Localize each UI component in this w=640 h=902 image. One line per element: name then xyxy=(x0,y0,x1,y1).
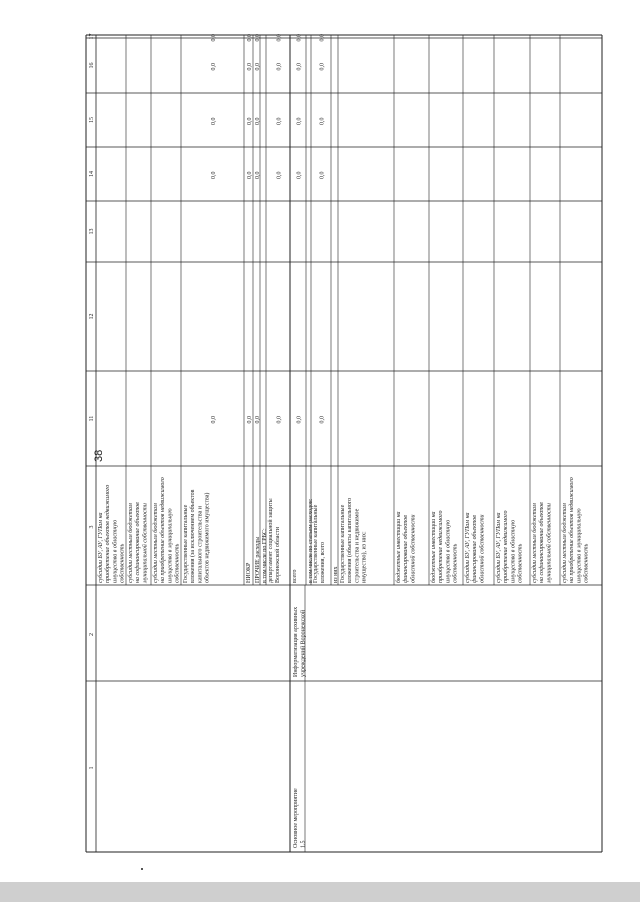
value-cell-c16: 0,0 xyxy=(296,63,303,71)
column-header-1: 1 xyxy=(89,766,95,770)
row-label-line: имущества в областную xyxy=(112,519,119,583)
column-header-2: 2 xyxy=(89,633,95,636)
row-label-line: строительства и недвижимое xyxy=(354,508,361,583)
value-cell-c15: 0,0 xyxy=(247,117,253,125)
row-label-line: финансирование объектов xyxy=(403,515,410,583)
row-label-line: Государственные капитальные xyxy=(183,504,189,583)
row-label-line: субсидии местным бюджетам xyxy=(532,503,538,583)
value-cell-c17: 0,0 xyxy=(276,34,283,42)
row-label-line: областной собственности xyxy=(410,514,417,583)
value-cell-c11: 0,0 xyxy=(319,416,326,424)
value-cell-c15: 0,0 xyxy=(296,117,303,125)
column-header-11: 11 xyxy=(89,415,95,422)
row-label-line: ПРОЧИЕ расходы xyxy=(255,536,261,583)
row-label-line: вложения (за исключением объектов xyxy=(190,489,197,583)
row-label-line: департамент социальной защиты xyxy=(268,498,274,583)
row-label-line: приобретение объектов недвижимого xyxy=(105,484,112,583)
event-col1-line: 1.5 xyxy=(300,840,307,848)
row-label-line: имущества в областную xyxy=(445,519,452,583)
row-label-line: капитального строительства и xyxy=(197,506,204,583)
row-label-line: имущества в муниципальную xyxy=(167,508,174,583)
value-cell-c11: 0,0 xyxy=(247,416,253,424)
row-label-line: муниципальной собственности xyxy=(142,503,149,583)
row-label-line: муниципальной собственности xyxy=(546,503,553,583)
row-label-line: приобретение недвижимого xyxy=(438,510,445,583)
viewer-bottom-bar xyxy=(0,882,640,902)
row-label-line: бюджетные инвестиции на xyxy=(396,511,402,583)
value-cell-c15: 0,0 xyxy=(211,117,217,125)
row-label-line: субсидии местным бюджетам xyxy=(128,503,134,583)
row-label-line: имущества в муниципальную xyxy=(576,508,583,583)
value-cell-c15: 0,0 xyxy=(276,117,283,125)
column-header-16: 16 xyxy=(89,62,95,69)
page-number: 38 xyxy=(93,449,105,462)
event-col1-line: Основное мероприятие xyxy=(293,788,299,848)
row-label-line: областной собственности xyxy=(479,514,486,583)
value-cell-c15: 0,0 xyxy=(255,117,261,125)
column-header-15: 15 xyxy=(89,117,95,123)
row-label-line: собственность xyxy=(517,543,524,583)
value-cell-c11: 0,0 xyxy=(255,416,261,424)
row-label-line: в том числе по статьям расходов: xyxy=(308,498,314,583)
value-cell-c14: 0,0 xyxy=(296,171,303,179)
row-label-line: субсидии БУ, АУ, ГУПам на xyxy=(98,512,104,583)
value-cell-c16: 0,0 xyxy=(276,63,283,71)
row-label-line: имущества в областную xyxy=(510,519,517,583)
row-label-line: Государственные капитальные xyxy=(340,504,346,583)
value-cell-c17: 0,0 xyxy=(296,34,303,42)
row-label-line: всего xyxy=(292,569,298,583)
column-header-3: 3 xyxy=(89,525,95,529)
column-header-14: 14 xyxy=(89,171,95,177)
row-label-line: собственность xyxy=(452,543,459,583)
column-header-13: 13 xyxy=(89,228,95,235)
value-cell-c17: 0,0 xyxy=(247,34,253,42)
row-label-line: субсидии местным бюджетам xyxy=(562,503,568,583)
row-label-line: на приобретение объектов недвижимого xyxy=(160,477,167,583)
row-label-line: бюджетные инвестиции на xyxy=(431,511,437,583)
value-cell-c14: 0,0 xyxy=(319,171,326,179)
row-label-line: НИОКР xyxy=(246,562,252,583)
value-cell-c16: 0,0 xyxy=(319,63,326,71)
row-label-line: собственность xyxy=(583,543,590,583)
row-label-line: субсидии БУ, АУ, ГУПам на xyxy=(496,512,502,583)
row-label-line: собственность xyxy=(174,543,181,583)
row-label-line: имущество), из них: xyxy=(361,531,368,583)
row-label-line: на приобретение объектов недвижимого xyxy=(569,477,576,583)
value-cell-c14: 0,0 xyxy=(276,171,283,179)
value-cell-c16: 0,0 xyxy=(247,63,253,71)
row-label-line: Воронежской области xyxy=(275,527,282,583)
row-label-line: объектов недвижимого имущества) xyxy=(204,492,211,583)
row-label-line: финансирование объектов xyxy=(472,515,479,583)
value-cell-c11: 0,0 xyxy=(276,416,283,424)
value-cell-c15: 0,0 xyxy=(319,117,326,125)
row-label-line: вложения (объекты капитального xyxy=(347,497,354,583)
value-cell-c14: 0,0 xyxy=(247,171,253,179)
row-label-line: субсидии БУ, АУ, ГУПам на xyxy=(465,512,471,583)
event-col2-line: Информатизация архивных xyxy=(293,606,299,677)
row-label-line: приобретение недвижимого xyxy=(503,510,510,583)
row-label-line: субсидии местным бюджетам xyxy=(153,503,159,583)
value-cell-c11: 0,0 xyxy=(211,416,217,424)
value-cell-c17: 0,0 xyxy=(255,34,261,42)
row-label-line: вложения, всего xyxy=(320,541,327,583)
row-label-line: Государственные капитальные xyxy=(313,504,319,583)
row-label-line: из них xyxy=(333,566,339,583)
value-cell-c14: 0,0 xyxy=(255,171,261,179)
value-cell-c14: 0,0 xyxy=(211,171,217,179)
value-cell-c16: 0,0 xyxy=(211,63,217,71)
row-label-line: собственность xyxy=(119,543,126,583)
value-cell-c11: 0,0 xyxy=(296,416,303,424)
row-label-line: в том числе по ГРБС: xyxy=(262,528,268,583)
value-cell-c17: 0,0 xyxy=(211,34,217,42)
value-cell-c16: 0,0 xyxy=(255,63,261,71)
value-cell-c17: 0,0 xyxy=(319,34,326,42)
row-label-line: на софинансирование объектов xyxy=(135,502,142,583)
event-col2-line: учреждений Воронежской xyxy=(300,609,307,677)
row-label-line: на софинансирование объектов xyxy=(539,502,546,583)
column-header-17: 17 xyxy=(89,33,95,40)
column-header-12: 12 xyxy=(89,313,95,320)
